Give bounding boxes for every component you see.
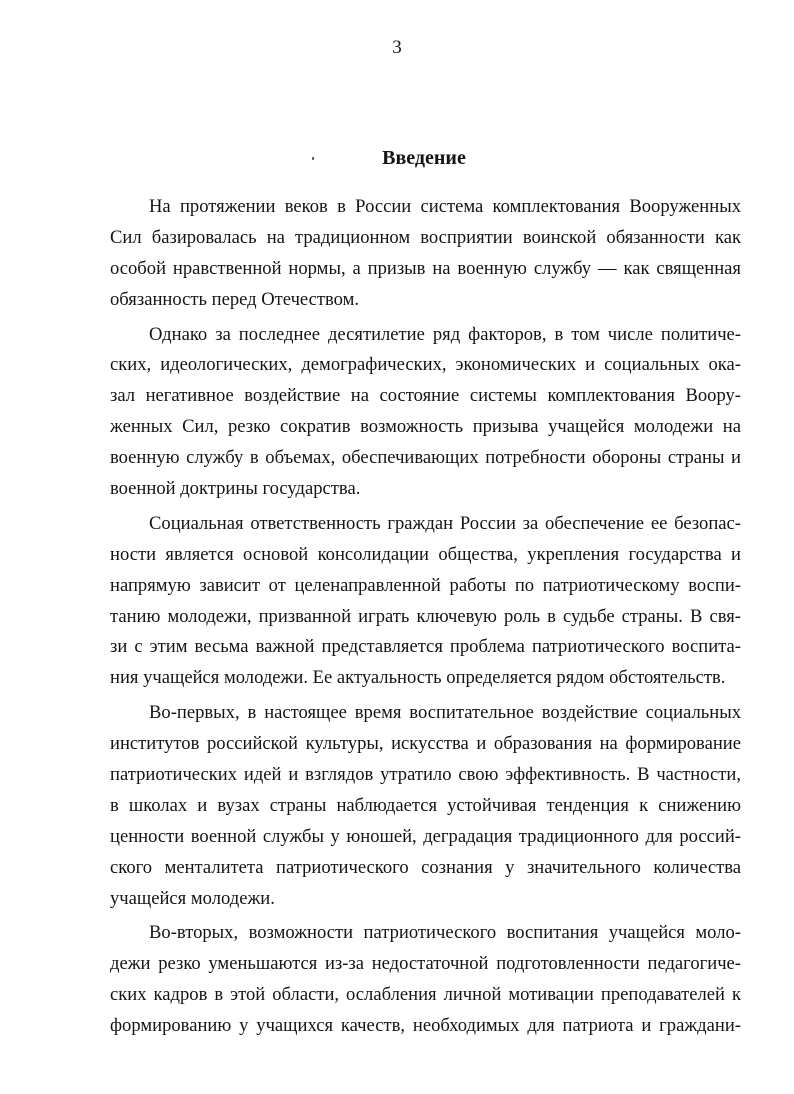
text-line: На протяжении веков в России система комплектования Вооруженных	[149, 196, 741, 217]
text-line: формированию у учащихся качеств, необходимых для патриота и граждани-	[110, 1015, 741, 1037]
page-number: 3	[392, 37, 402, 58]
text-line: Однако за последнее десятилетие ряд факторов, в том числе политиче-	[149, 323, 741, 345]
paragraph-4	[110, 698, 741, 914]
text-line: ния учащейся молодежи. Ее актуальность определяется рядом обстоятельств.	[110, 667, 726, 689]
text-line: особой нравственной нормы, а призыв на военную службу — как священная	[110, 257, 741, 279]
text-line: ности является основой консолидации общества, укрепления государства и	[110, 543, 741, 565]
text-line: военную службу в объемах, обеспечивающих потребности обороны страны и	[110, 447, 741, 469]
text-line: ских, идеологических, демографических, экономических и социальных ока-	[110, 354, 741, 376]
text-line: Во-вторых, возможности патриотического воспитания учащейся моло-	[149, 922, 741, 944]
text-line: патриотических идей и взглядов утратило свою эффективность. В частности,	[110, 764, 741, 786]
paragraph-1	[110, 192, 741, 316]
text-line: ценности военной службы у юношей, деградация традиционного для россий-	[110, 825, 741, 847]
text-line: в школах и вузах страны наблюдается устойчивая тенденция к снижению	[110, 794, 741, 816]
text-line: ского менталитета патриотического сознания у значительного количества	[110, 856, 741, 878]
text-line: зи с этим весьма важной представляется проблема патриотического воспита-	[110, 636, 741, 658]
text-line: зал негативное воздействие на состояние системы комплектования Воору-	[110, 385, 741, 407]
paragraph-5	[110, 918, 741, 1042]
text-line: институтов российской культуры, искусства и образования на формирование	[110, 733, 741, 755]
text-line: военной доктрины государства.	[110, 478, 361, 500]
text-line: напрямую зависит от целенаправленной работы по патриотическому воспи-	[110, 574, 741, 596]
page-title: Введение	[382, 147, 466, 169]
text-line: обязанность перед Отечеством.	[110, 288, 360, 310]
text-line: учащейся молодежи.	[110, 887, 275, 909]
text-line: Во-первых, в настоящее время воспитательное воздействие социальных	[149, 702, 741, 724]
text-line: танию молодежи, призванной играть ключевую роль в судьбе страны. В свя-	[110, 605, 741, 627]
paragraph-2	[110, 320, 741, 505]
text-line: Социальная ответственность граждан России за обеспечение ее безопас-	[149, 512, 741, 534]
paragraph-3	[110, 509, 741, 694]
body-text	[110, 192, 741, 1046]
text-line: Сил базировалась на традиционном восприятии воинской обязанности как	[110, 226, 741, 248]
text-line: дежи резко уменьшаются из-за недостаточной подготовленности педагогиче-	[110, 953, 741, 975]
text-line: ских кадров в этой области, ослабления личной мотивации преподавателей к	[110, 984, 741, 1006]
text-line: женных Сил, резко сократив возможность призыва учащейся молодежи на	[110, 416, 741, 438]
